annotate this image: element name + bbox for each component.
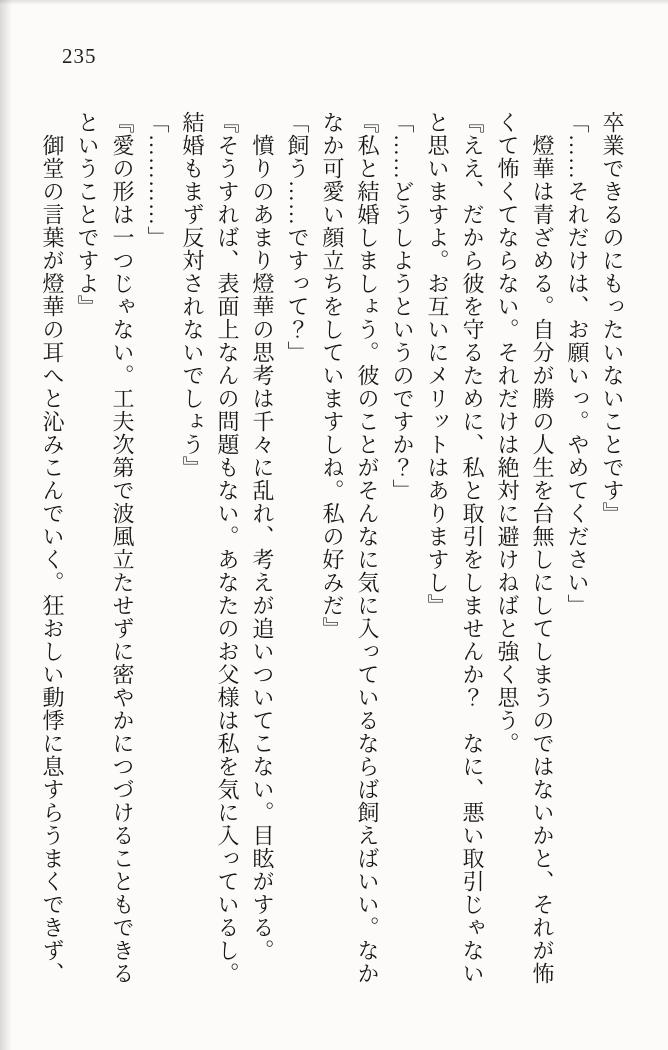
text-column: 燈華は青ざめる。自分が勝の人生を台無しにしてしまうのではないかと、それが怖 <box>530 134 555 985</box>
text-column: 『そうすれば、表面上なんの問題もない。あなたのお父様は私を気に入っているし。 <box>215 111 240 985</box>
text-column: くて怖くてならない。それだけは絶対に避けねばと強く思う。 <box>495 111 520 755</box>
text-column: 御堂の言葉が燈華の耳へと沁みこんでいく。狂おしい動悸に息すらうまくできず、 <box>40 134 65 985</box>
body-text <box>35 111 630 989</box>
text-column: 「飼う……ですって？」 <box>285 111 310 364</box>
text-column: 『愛の形は一つじゃない。工夫次第で波風立たせずに密やかにつづけることもできる <box>110 111 135 985</box>
text-column: 『私と結婚しましょう。彼のことがそんなに気に入っているならば飼えばいい。なか <box>355 111 380 985</box>
page-number: 235 <box>62 44 97 68</box>
text-column: 結婚もまず反対されないでしょう』 <box>180 111 205 479</box>
page-edge-shadow-left <box>0 0 12 1050</box>
text-column: 「……それだけは、お願いっ。やめてください」 <box>565 111 590 617</box>
text-column: と思いますよ。お互いにメリットはありますし』 <box>425 111 450 617</box>
text-column: 卒業できるのにもったいないことです』 <box>600 111 625 525</box>
text-column: 憤りのあまり燈華の思考は千々に乱れ、考えが追いついてこない。目眩がする。 <box>250 134 275 962</box>
text-column: なか可愛い顔立ちをしていますしね。私の好みだ』 <box>320 111 345 640</box>
page-edge-shadow-top <box>0 0 668 5</box>
text-column: 「…………」 <box>145 111 170 249</box>
text-column: 「……どうしようというのですか？」 <box>390 111 415 502</box>
text-column: ということですよ』 <box>75 111 100 318</box>
text-column: 『ええ、だから彼を守るために、私と取引をしませんか？ なに、悪い取引じゃない <box>460 111 485 985</box>
